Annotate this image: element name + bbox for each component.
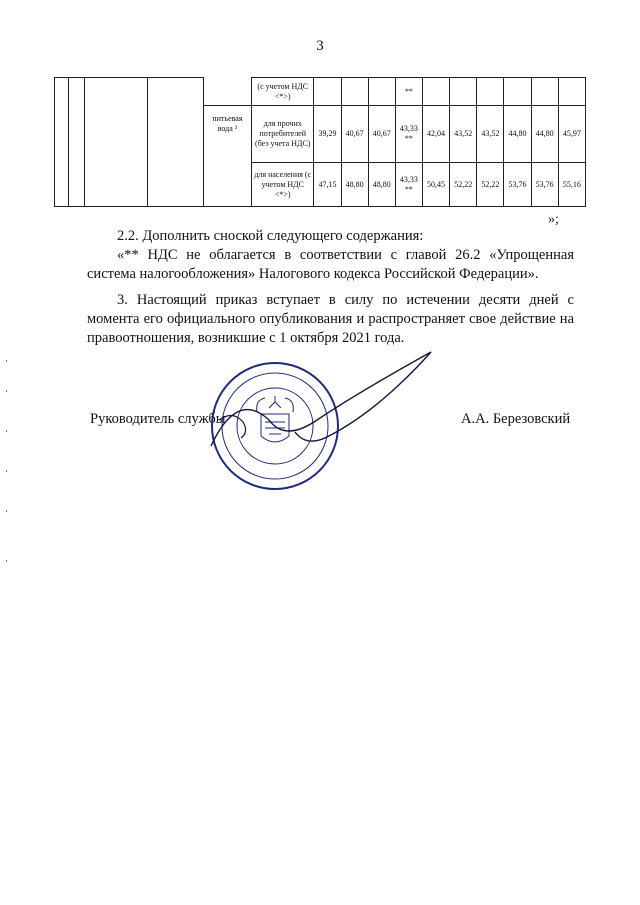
table-cell [504,78,531,106]
value-cell: 40,67 [341,106,368,163]
consumer-cell: для прочих потребителей (без учета НДС) [252,106,314,163]
table-cell [368,78,395,106]
page-number: 3 [316,38,324,54]
section-3-paragraph: 3. Настоящий приказ вступает в силу по истечении десяти дней с момента его официального опубликования и распространяет свое действие на правоотношения, возникшие с 1 октября 2021 года. [87,292,574,346]
tariff-table [54,77,586,207]
value-cell: 52,22 [477,163,504,207]
section-2-2-footnote: «** НДС не облагается в соответствии с главой 26.2 «Упрощенная система налогообложения» Налогового кодекса Российской Федерации». [87,247,574,282]
value-cell: 53,76 [504,163,531,207]
value-cell: 43,33 ** [395,163,422,207]
value-cell: 52,22 [450,163,477,207]
value-cell: 48,80 [341,163,368,207]
value-cell: 50,45 [422,163,449,207]
table-cell [450,78,477,106]
section-2-2-heading: 2.2. Дополнить сноской следующего содержания: [117,228,424,244]
value-cell: 44,80 [504,106,531,163]
value-cell: 43,33 ** [395,106,422,163]
value-cell: 48,80 [368,163,395,207]
value-cell: 47,15 [314,163,341,207]
margin-marks [4,360,10,580]
table-cell: ** [395,78,422,106]
signature-position: Руководитель службы [90,411,226,427]
closing-quote: »; [548,212,559,227]
table-cell [314,78,341,106]
table-cell [531,78,558,106]
table-cell [477,78,504,106]
signature-name: А.А. Березовский [461,411,571,427]
value-cell: 53,76 [531,163,558,207]
table-cell [422,78,449,106]
table-cell [69,78,85,207]
table-cell [55,78,69,207]
value-cell: 40,67 [368,106,395,163]
value-cell: 45,97 [558,106,585,163]
value-cell: 42,04 [422,106,449,163]
value-cell: 44,80 [531,106,558,163]
value-cell: 39,29 [314,106,341,163]
table-cell [85,78,147,207]
table-cell [203,78,251,106]
table-cell [341,78,368,106]
coat-of-arms-icon [257,396,294,442]
value-cell: 43,52 [477,106,504,163]
table-cell [147,78,203,207]
table-row [55,78,586,106]
official-stamp [199,350,439,510]
value-cell: 55,16 [558,163,585,207]
consumer-cell: (с учетом НДС <*>) [252,78,314,106]
value-cell: 43,52 [450,106,477,163]
consumer-cell: для населения (с учетом НДС <*>) [252,163,314,207]
group-label-cell: питьевая вода ² [203,106,251,207]
table-cell [558,78,585,106]
